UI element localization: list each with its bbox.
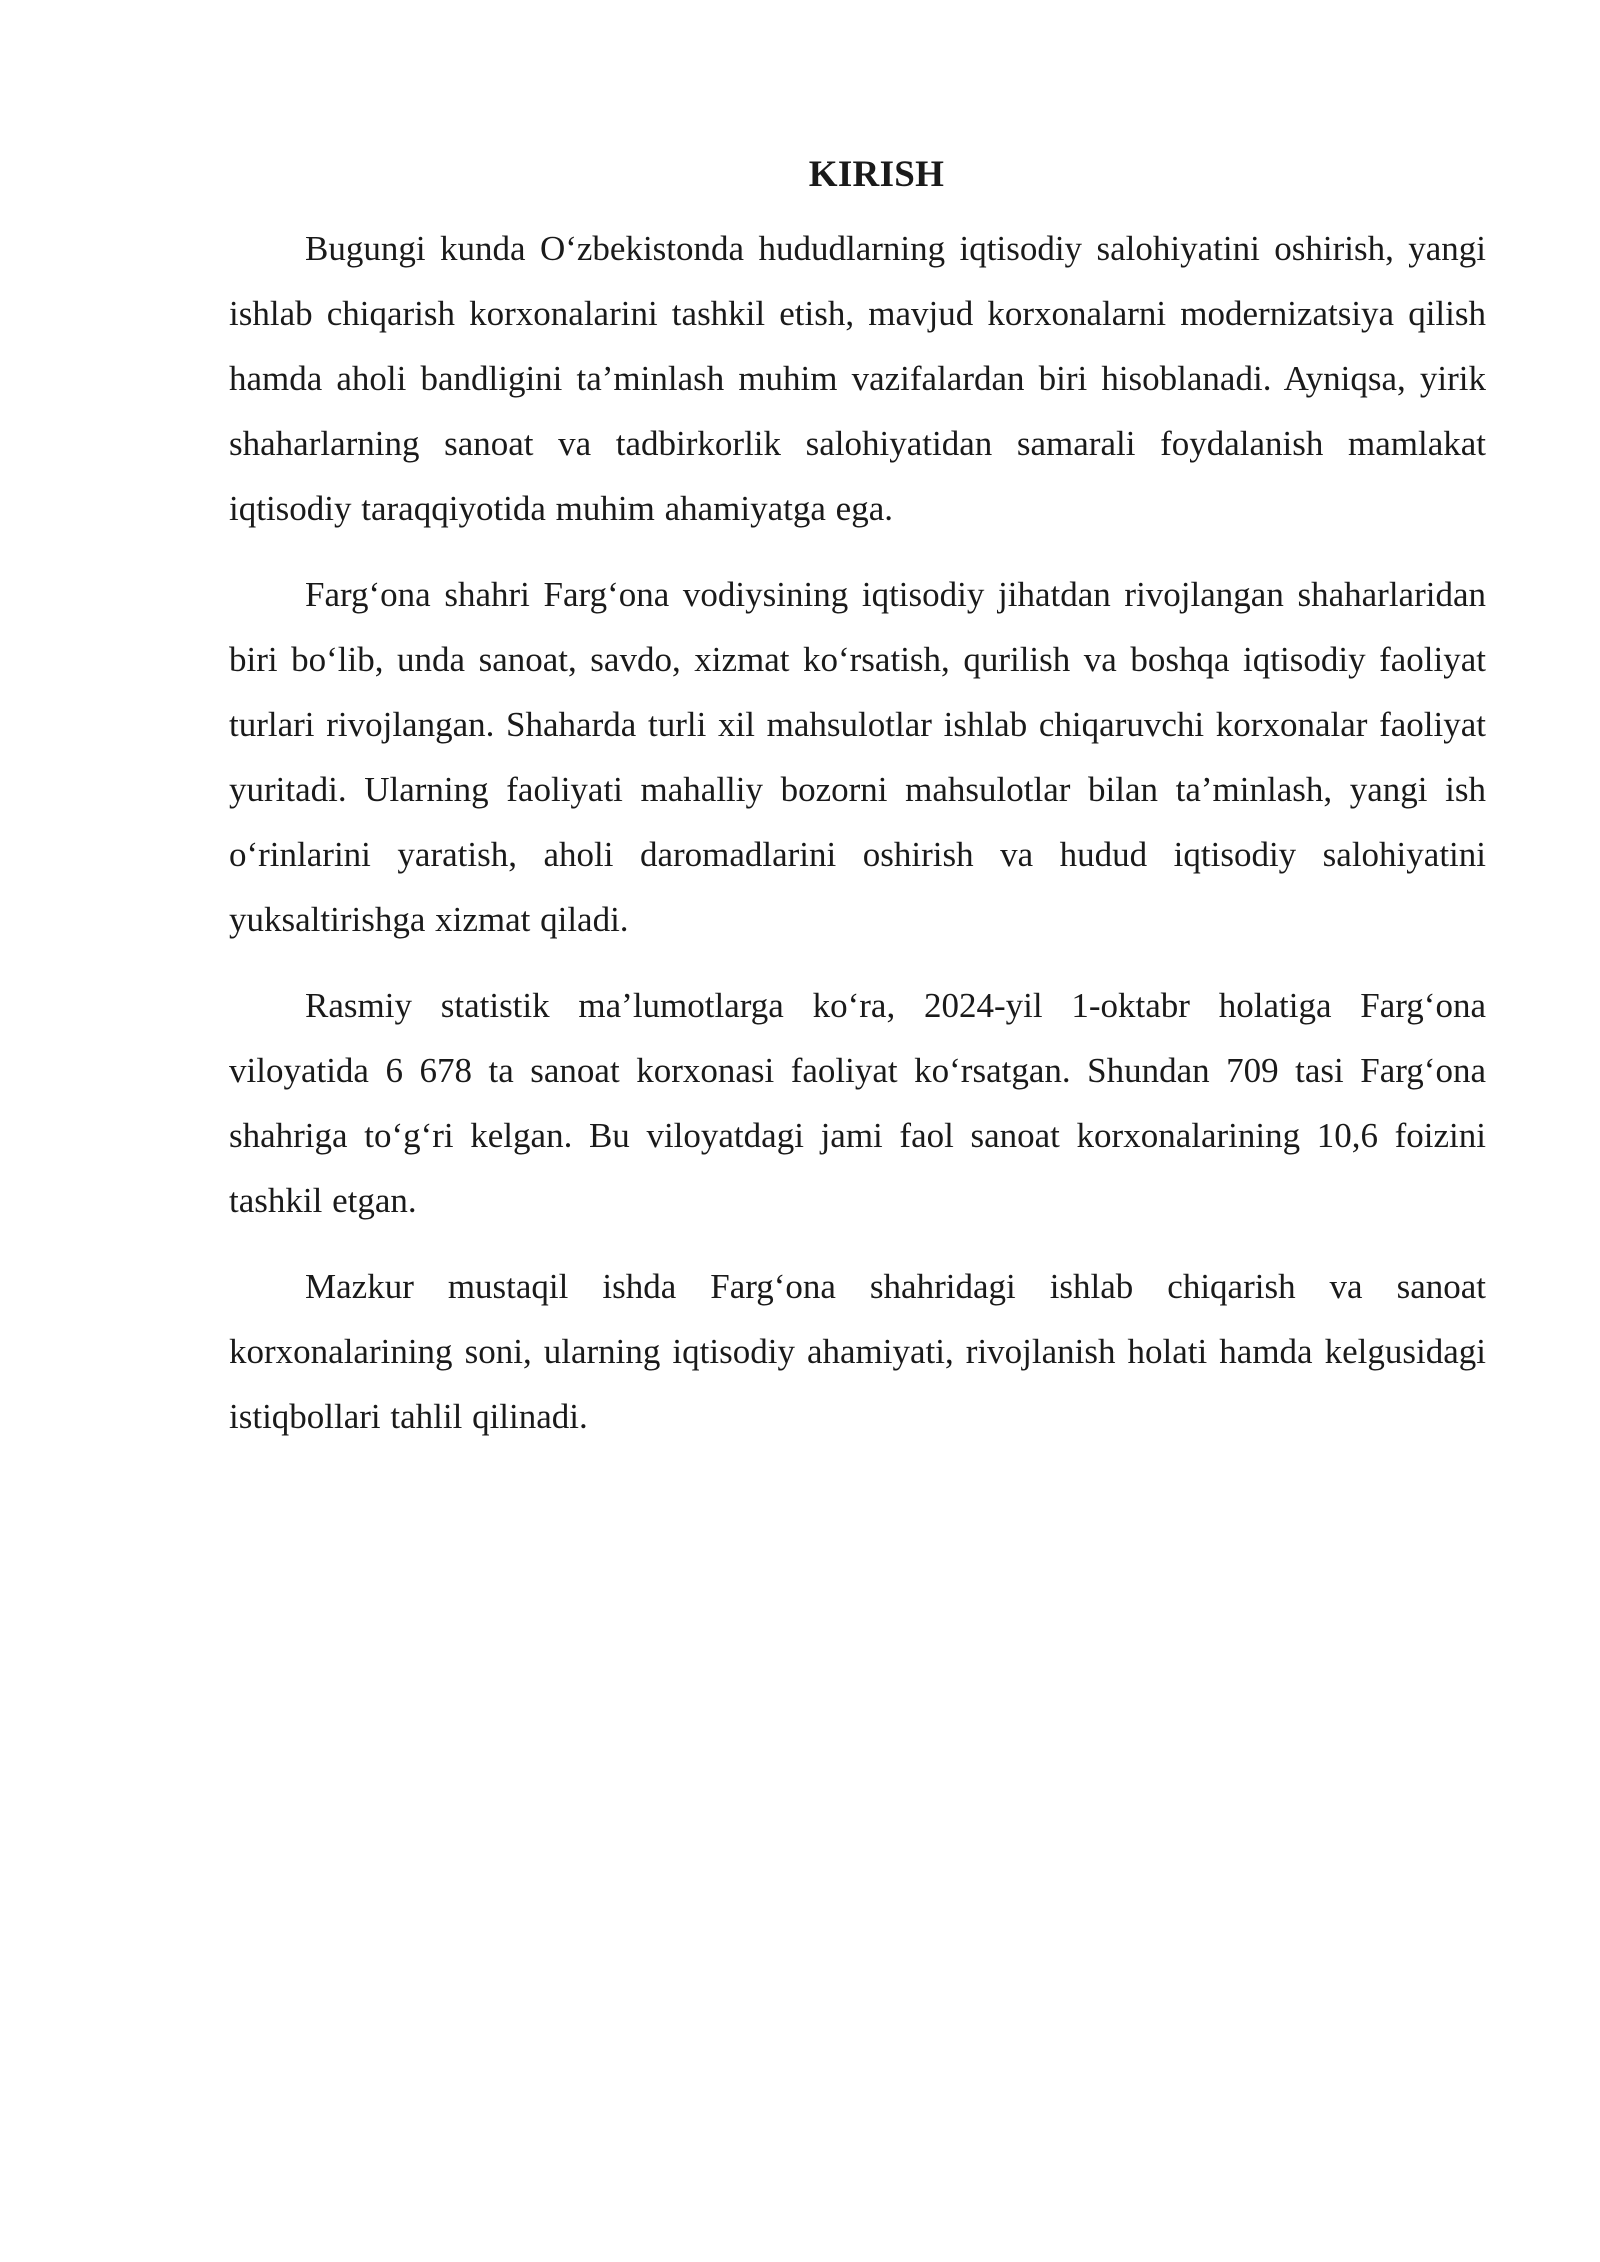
paragraph-statistics: Rasmiy statistik ma’lumotlarga ko‘ra, 2024-yil 1-oktabr holatiga Farg‘ona viloyatida 6 678 ta sanoat korxonasi faoliyat ko‘rsatgan. Shundan 709 tasi Farg‘ona shahriga to‘g‘ri kelgan. Bu viloyatdagi jami faol sanoat korxonalarining 10,6 foizini tashkil etgan. (229, 986, 1486, 1220)
document-body (229, 148, 1486, 1470)
paragraph-city-overview: Farg‘ona shahri Farg‘ona vodiysining iqtisodiy jihatdan rivojlangan shaharlaridan biri bo‘lib, unda sanoat, savdo, xizmat ko‘rsatish, qurilish va boshqa iqtisodiy faoliyat turlari rivojlangan. Shaharda turli xil mahsulotlar ishlab chiqaruvchi korxonalar faoliyat yuritadi. Ularning faoliyati mahalliy bozorni mahsulotlar bilan ta’minlash, yangi ish o‘rinlarini yaratish, aholi daromadlarini oshirish va hudud iqtisodiy salohiyatini yuksaltirishga xizmat qiladi. (229, 575, 1486, 939)
paragraph-intro: Bugungi kunda O‘zbekistonda hududlarning iqtisodiy salohiyatini oshirish, yangi ishlab chiqarish korxonalarini tashkil etish, mavjud korxonalarni modernizatsiya qilish hamda aholi bandligini ta’minlash muhim vazifalardan biri hisoblanadi. Ayniqsa, yirik shaharlarning sanoat va tadbirkorlik salohiyatidan samarali foydalanish mamlakat iqtisodiy taraqqiyotida muhim ahamiyatga ega. (229, 229, 1486, 528)
paragraph-scope: Mazkur mustaqil ishda Farg‘ona shahridagi ishlab chiqarish va sanoat korxonalarining soni, ularning iqtisodiy ahamiyati, rivojlanish holati hamda kelgusidagi istiqbollari tahlil qilinadi. (229, 1267, 1486, 1436)
section-title: KIRISH (808, 154, 945, 195)
